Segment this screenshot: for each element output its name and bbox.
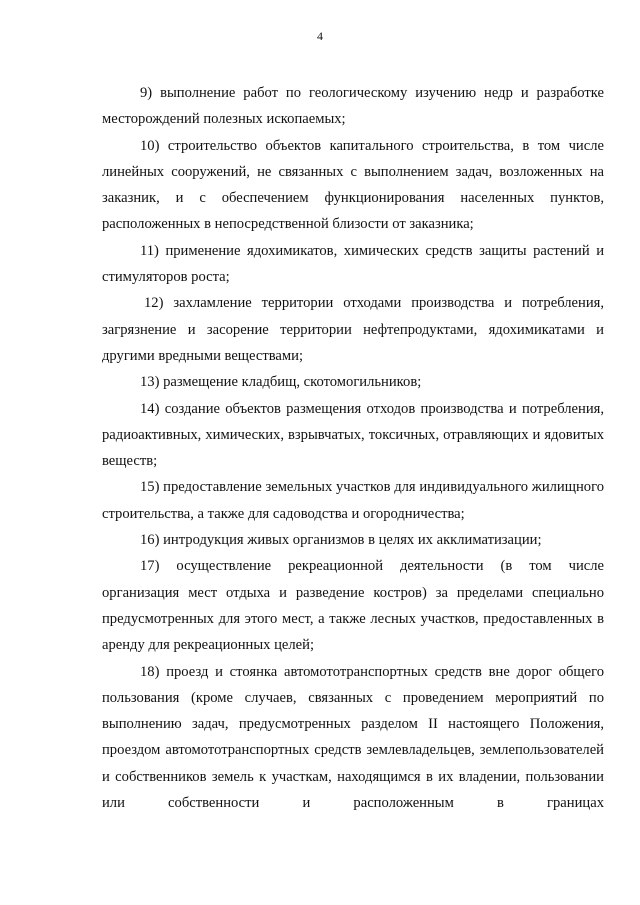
- page-number: 4: [317, 29, 323, 43]
- list-item: 12) захламление территории отходами производства и потребления, загрязнение и засорение территории нефтепродуктами, ядохимикатами и другими вредными веществами;: [102, 295, 604, 364]
- list-item: 13) размещение кладбищ, скотомогильников;: [140, 374, 422, 391]
- document-body: [102, 80, 604, 816]
- list-item: 9) выполнение работ по геологическому изучению недр и разработке месторождений полезных ископаемых;: [102, 85, 604, 128]
- list-item: 17) осуществление рекреационной деятельности (в том числе организация мест отдыха и разведение костров) за пределами специально предусмотренных для этого мест, а также лесных участков, предоставленных в аренду для рекреационных целей;: [102, 558, 604, 654]
- list-item-continued: 18) проезд и стоянка автомототранспортных средств вне дорог общего пользования (кроме случаев, связанных с проведением мероприятий по выполнению задач, предусмотренных разделом II настоящего Положения, проездом автомототранспортных средств землевладельцев, землепользователей и собственников земель к участкам, находящимся в их владении, пользовании или собственности и расположенным в границах: [102, 663, 604, 812]
- list-item: 16) интродукция живых организмов в целях их акклиматизации;: [140, 532, 542, 549]
- list-item: 11) применение ядохимикатов, химических средств защиты растений и стимуляторов роста;: [102, 242, 604, 286]
- list-item: 15) предоставление земельных участков для индивидуального жилищного строительства, а также для садоводства и огородничества;: [102, 479, 604, 522]
- list-item: 10) строительство объектов капитального строительства, в том числе линейных сооружений, не связанных с выполнением задач, возложенных на заказник, и с обеспечением функционирования населенных пунктов, расположенных в непосредственной близости от заказника;: [102, 137, 604, 233]
- list-item: 14) создание объектов размещения отходов производства и потребления, радиоактивных, химических, взрывчатых, токсичных, отравляющих и ядовитых веществ;: [102, 400, 604, 470]
